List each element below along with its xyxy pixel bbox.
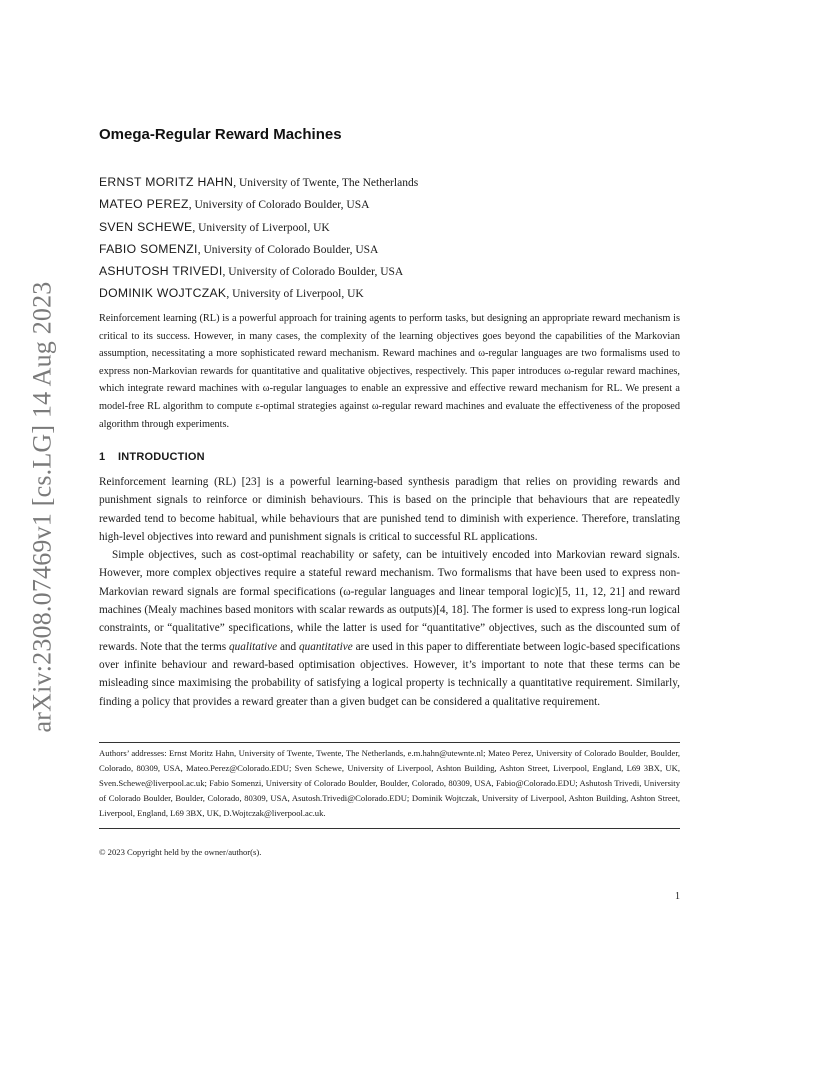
paragraph-text: are used in this paper to differentiate between logic-based specifications over infinite behaviour and reward-based optimisation objectives. However, it’s important to note that these terms can be misleading since maximising the probability of satisfying a logical property is technically a quantitative requirement. Similarly, finding a policy that provides a reward greater than a given budget can be considered a qualitative requirement. bbox=[99, 640, 680, 708]
author-line bbox=[99, 240, 680, 262]
section-body bbox=[99, 473, 680, 711]
author-name: ERNST MORITZ HAHN bbox=[99, 175, 234, 189]
author-name: SVEN SCHEWE bbox=[99, 219, 193, 234]
paragraph-text: and bbox=[277, 640, 300, 653]
body-paragraph-1: Reinforcement learning (RL) [23] is a powerful learning-based synthesis paradigm that relies on providing rewards and punishment signals to reinforce or diminish behaviours. This is based on the principle that behaviours that are repeatedly rewarded tend to become habitual, while behaviours that are punished tend to diminish with experience. Therefore, translating high-level objectives into reward and punishment signals is critical to successful RL applications. bbox=[99, 476, 680, 543]
section-title: INTRODUCTION bbox=[118, 451, 205, 463]
copyright-separator bbox=[99, 828, 680, 829]
emphasis-quantitative: quantitative bbox=[299, 640, 353, 653]
author-name: FABIO SOMENZI bbox=[99, 241, 198, 256]
footnote-separator bbox=[99, 742, 680, 743]
author-line bbox=[99, 218, 680, 240]
author-affiliation: , University of Liverpool, UK bbox=[192, 221, 330, 234]
section-heading bbox=[99, 451, 205, 463]
author-name: DOMINIK WOJTCZAK bbox=[99, 286, 227, 301]
body-paragraph-2 bbox=[99, 546, 680, 711]
author-affiliation: , University of Colorado Boulder, USA bbox=[197, 243, 379, 256]
author-list bbox=[99, 173, 680, 307]
abstract: Reinforcement learning (RL) is a powerful approach for training agents to perform tasks, but designing an appropriate reward mechanism is critical to its success. However, in many cases, the complexity of the learning objectives goes beyond the capabilities of the Markovian assumption, necessitating a more sophisticated reward mechanism. Reward machines and ω-regular languages are two formalisms used to express non-Markovian rewards for quantitative and qualitative objectives, respectively. This paper introduces ω-regular reward machines, which integrate reward machines with ω-regular languages to enable an expressive and effective reward mechanism for RL. We present a model-free RL algorithm to compute ε-optimal strategies against ω-regular reward machines and evaluate the effectiveness of the proposed algorithm through experiments. bbox=[99, 313, 680, 430]
author-affiliation: , University of Twente, The Netherlands bbox=[233, 177, 419, 189]
paragraph-text: Simple objectives, such as cost-optimal reachability or safety, can be intuitively encoded into Markovian reward signals. However, more complex objectives require a stateful reward mechanism. Two formalisms that have been used to express non-Markovian reward signals are formal specifications (ω-regular languages and linear temporal logic)[5, 11, 12, 21] and reward machines (Mealy machines based monitors with scalar rewards as outputs)[4, 18]. The former is used to express long-run logical constraints, or “qualitative” specifications, while the latter is used for “quantitative” objectives, such as the discounted sum of rewards. Note that the terms bbox=[99, 549, 680, 653]
author-addresses-footnote: Authors’ addresses: Ernst Moritz Hahn, University of Twente, Twente, The Netherlands, e.m.hahn@utewnte.nl; Mateo Perez, University of Colorado Boulder, Boulder, Colorado, 80309, USA, Mateo.Perez@Colorado.EDU; Sven Schewe, University of Liverpool, Ashton Building, Ashton Street, Liverpool, England, L69 3BX, UK, Sven.Schewe@liverpool.ac.uk; Fabio Somenzi, University of Colorado Boulder, Boulder, Colorado, 80309, USA, Fabio@Colorado.EDU; Ashutosh Trivedi, University of Colorado Boulder, Boulder, Colorado, 80309, USA, Asutosh.Trivedi@Colorado.EDU; Dominik Wojtczak, University of Liverpool, Ashton Building, Ashton Street, Liverpool, England, L69 3BX, UK, D.Wojtczak@liverpool.ac.uk. bbox=[99, 748, 680, 818]
emphasis-qualitative: qualitative bbox=[229, 640, 278, 653]
author-affiliation: , University of Colorado Boulder, USA bbox=[188, 199, 370, 212]
page-number: 1 bbox=[675, 891, 680, 902]
author-name: MATEO PEREZ bbox=[99, 197, 189, 212]
author-name: ASHUTOSH TRIVEDI bbox=[99, 264, 223, 279]
arxiv-sidebar-stamp bbox=[22, 282, 62, 732]
arxiv-identifier: arXiv:2308.07469v1 [cs.LG] 14 Aug 2023 bbox=[27, 281, 56, 733]
section-number: 1 bbox=[99, 451, 106, 463]
author-line bbox=[99, 262, 680, 284]
copyright-notice: © 2023 Copyright held by the owner/author(s). bbox=[99, 847, 262, 857]
author-line bbox=[99, 284, 680, 306]
author-line bbox=[99, 195, 680, 217]
author-line bbox=[99, 173, 680, 195]
author-affiliation: , University of Colorado Boulder, USA bbox=[222, 266, 404, 279]
paper-title: Omega-Regular Reward Machines bbox=[99, 126, 342, 143]
author-affiliation: , University of Liverpool, UK bbox=[226, 288, 364, 301]
